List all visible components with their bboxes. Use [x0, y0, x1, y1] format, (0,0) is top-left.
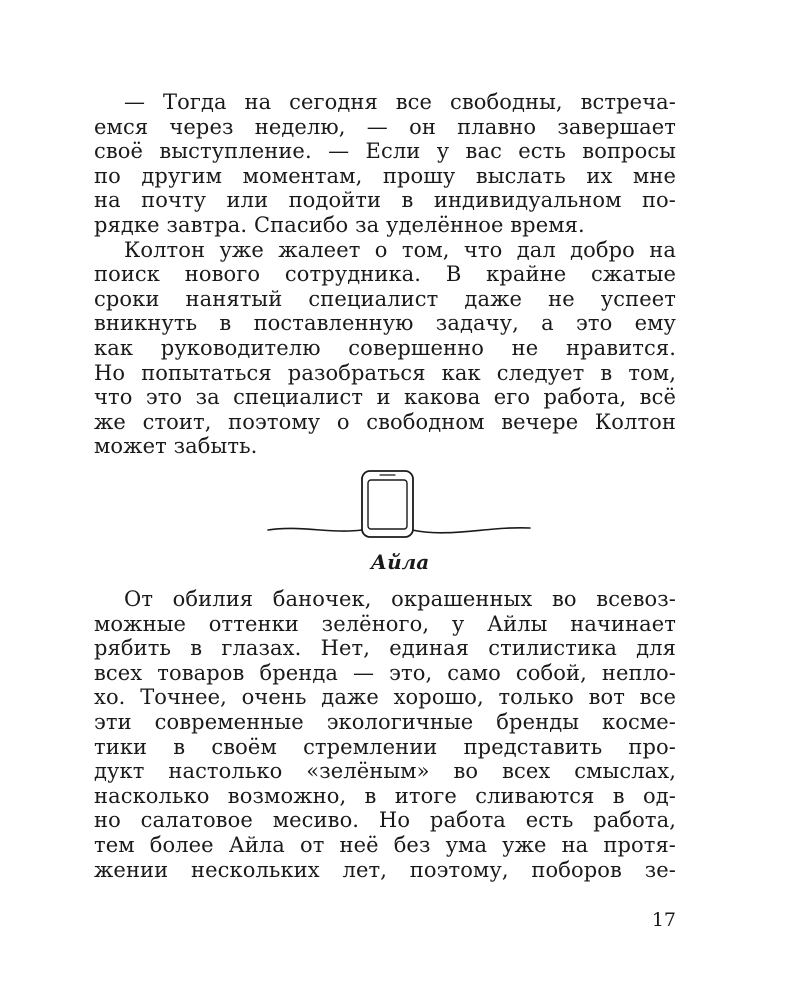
smartphone-icon: [362, 471, 413, 537]
text-line: всех товаров бренда — это, само собой, непло-: [94, 660, 676, 685]
text-line: поиск нового сотрудника. В крайне сжатые: [94, 262, 676, 287]
text-line: жении нескольких лет, поэтому, поборов зе-: [94, 857, 676, 882]
text-line: вникнуть в поставленную задачу, а это ему: [94, 311, 676, 336]
text-line: тем более Айла от неё без ума уже на протя-: [94, 832, 676, 857]
section-divider: [0, 468, 800, 548]
text-line: насколько возможно, в итоге сливаются в од-: [94, 783, 676, 808]
text-line: От обилия баночек, окрашенных во всевоз-: [124, 587, 676, 611]
text-line: — Тогда на сегодня все свободны, встреча-: [124, 90, 676, 114]
text-line: может забыть.: [94, 434, 258, 459]
text-line: рябить в глазах. Нет, единая стилистика для: [94, 636, 676, 661]
text-line: Колтон уже жалеет о том, что дал добро на: [124, 237, 676, 262]
text-line: дукт настолько «зелёным» во всех смыслах,: [94, 759, 676, 784]
text-block-top: [94, 90, 676, 459]
text-line: тики в своём стремлении представить про-: [94, 734, 676, 759]
section-heading: Айла: [370, 550, 430, 574]
text-line: рядке завтра. Спасибо за уделённое время.: [94, 212, 585, 237]
text-line: емся через неделю, — он плавно завершает: [94, 114, 676, 139]
text-line: что это за специалист и какова его работа, всё: [94, 385, 676, 410]
text-line: эти современные экологичные бренды косме-: [94, 709, 676, 734]
text-line: своё выступление. — Если у вас есть вопросы: [94, 139, 676, 164]
page-number: 17: [651, 909, 676, 931]
text-block-bottom: [94, 587, 676, 882]
text-line: можные оттенки зелёного, у Айлы начинает: [94, 611, 676, 636]
text-line: но салатовое месиво. Но работа есть работа,: [94, 808, 676, 833]
text-line: сроки нанятый специалист даже не успеет: [94, 286, 676, 311]
text-line: на почту или подойти в индивидуальном по-: [94, 188, 676, 213]
text-line: хо. Точнее, очень даже хорошо, только вот все: [94, 685, 676, 710]
text-line: по другим моментам, прошу выслать их мне: [94, 163, 676, 188]
text-line: Но попытаться разобраться как следует в том,: [94, 360, 676, 385]
text-line: же стоит, поэтому о свободном вечере Колтон: [94, 409, 676, 434]
text-line: как руководителю совершенно не нравится.: [94, 335, 676, 360]
